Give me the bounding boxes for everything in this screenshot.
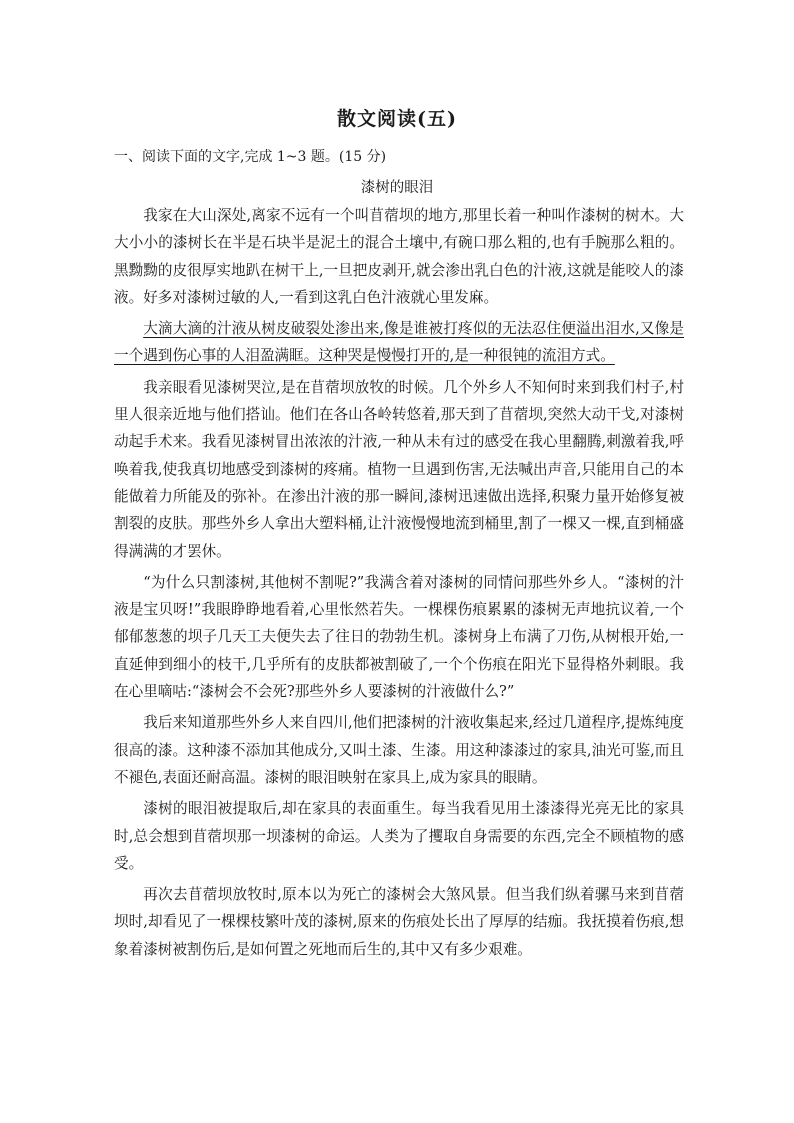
- paragraph-3: 我亲眼看见漆树哭泣,是在苜蓿坝放牧的时候。几个外乡人不知何时来到我们村子,村里人很亲近地与他们搭讪。他们在各山各岭转悠着,那天到了苜蓿坝,突然大动干戈,对漆树动起手术来。我看见漆树冒出浓浓的汁液,一种从未有过的感受在我心里翻腾,刺激着我,呼唤着我,使我真切地感受到漆树的疼痛。植物一旦遇到伤害,无法喊出声音,只能用自己的本能做着力所能及的弥补。在渗出汁液的那一瞬间,漆树迅速做出选择,积聚力量开始修复被割裂的皮肤。那些外乡人拿出大塑料桶,让汁液慢慢地流到桶里,割了一棵又一棵,直到桶盛得满满的才罢休。: [114, 378, 684, 560]
- paragraph-4: “为什么只割漆树,其他树不割呢?”我满含着对漆树的同情问那些外乡人。“漆树的汁液是宝贝呀!”我眼睁睁地看着,心里怅然若失。一棵棵伤痕累累的漆树无声地抗议着,一个郁郁葱葱的坝子几天工夫便失去了往日的勃勃生机。漆树身上布满了刀伤,从树根开始,一直延伸到细小的枝干,几乎所有的皮肤都被割破了,一个个伤痕在阳光下显得格外刺眼。我在心里嘀咕:“漆树会不会死?那些外乡人要漆树的汁液做什么?”: [114, 573, 684, 701]
- paragraph-2-underlined: [114, 315, 684, 370]
- paragraph-1: 我家在大山深处,离家不远有一个叫苜蓿坝的地方,那里长着一种叫作漆树的树木。大大小小的漆树长在半是石块半是泥土的混合土壤中,有碗口那么粗的,也有手腕那么粗的。黑黝黝的皮很厚实地趴在树干上,一旦把皮剥开,就会渗出乳白色的汁液,这就是能咬人的漆液。好多对漆树过敏的人,一看到这乳白色汁液就心里发麻。: [114, 207, 684, 306]
- page-title: 散文阅读(五): [337, 108, 457, 130]
- paragraph-5: 我后来知道那些外乡人来自四川,他们把漆树的汁液收集起来,经过几道程序,提炼纯度很高的漆。这种漆不添加其他成分,又叫土漆、生漆。用这种漆漆过的家具,油光可鉴,而且不褪色,表面还耐高温。漆树的眼泪映射在家具上,成为家具的眼睛。: [114, 714, 684, 786]
- passage-title: 漆树的眼泪: [360, 180, 434, 196]
- question-instruction: 一、阅读下面的文字,完成 1~3 题。(15 分): [114, 149, 387, 165]
- underlined-sentence: 大滴大滴的汁液从树皮破裂处渗出来,像是谁被打疼似的无法忍住便溢出泪水,又像是一个遇到伤心事的人泪盈满眶。这种哭是慢慢打开的,是一种很钝的流泪方式。: [114, 320, 684, 365]
- paragraph-7: 再次去苜蓿坝放牧时,原本以为死亡的漆树会大煞风景。但当我们纵着骡马来到苜蓿坝时,却看见了一棵棵枝繁叶茂的漆树,原来的伤痕处长出了厚厚的结痂。我抚摸着伤痕,想象着漆树被割伤后,是如何置之死地而后生的,其中又有多少艰难。: [114, 886, 684, 958]
- passage-body: [114, 202, 684, 967]
- paragraph-6: 漆树的眼泪被提取后,却在家具的表面重生。每当我看见用土漆漆得光亮无比的家具时,总会想到苜蓿坝那一坝漆树的命运。人类为了攫取自身需要的东西,完全不顾植物的感受。: [114, 800, 684, 872]
